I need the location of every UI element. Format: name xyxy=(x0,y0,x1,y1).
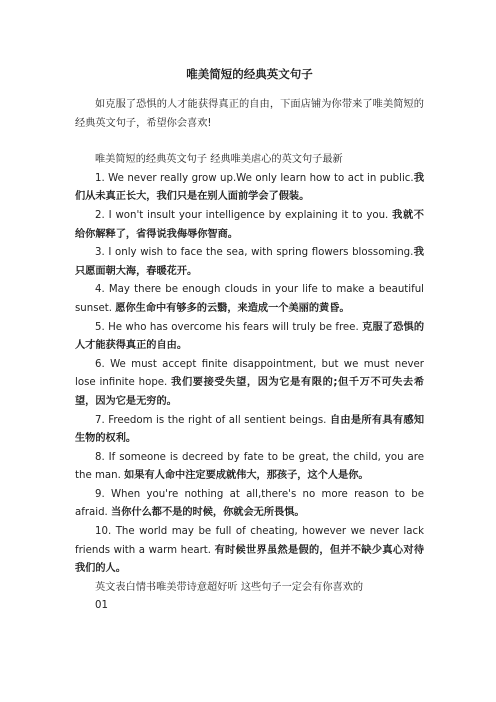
sentence-item xyxy=(75,486,424,523)
sentence-item xyxy=(75,281,424,318)
sentence-list xyxy=(75,170,424,579)
sentence-english: 5. He who has overcome his fears will truly be free. xyxy=(95,321,359,333)
sentence-item xyxy=(75,170,424,207)
sentence-item xyxy=(75,523,424,579)
sentence-english: 1. We never really grow up.We only learn how to act in public. xyxy=(95,172,414,184)
sentence-chinese: 当你什么都不是的时候，你就会无所畏惧。 xyxy=(111,507,305,519)
section-heading: 唯美简短的经典英文句子 经典唯美虐心的英文句子最新 xyxy=(95,154,343,166)
sentence-item xyxy=(75,319,424,356)
sentence-chinese: 我们从未真正长大，我们只是在别人面前学会了假装。 xyxy=(75,172,425,203)
subheading: 英文表白情书唯美带诗意超好听 这些句子一定会有你喜欢的 xyxy=(95,581,364,593)
sentence-chinese: 有时候世界虽然是假的，但并不缺少真心对待我们的人。 xyxy=(75,544,425,575)
sentence-english: 3. I only wish to face the sea, with spring flowers blossoming. xyxy=(95,247,414,259)
sentence-english: 2. I won't insult your intelligence by explaining it to you. xyxy=(95,209,389,221)
sentence-english: 8. If someone is decreed by fate to be great, the child, you are the man. xyxy=(75,451,424,482)
sentence-chinese: 愿你生命中有够多的云翳，来造成一个美丽的黄昏。 xyxy=(115,302,350,314)
sentence-english: 4. May there be enough clouds in your life to make a beautiful sunset. xyxy=(75,284,424,314)
sentence-item xyxy=(75,412,424,449)
sentence-chinese: 自由是所有具有感知生物的权利。 xyxy=(75,414,425,445)
section-number: 01 xyxy=(95,600,108,612)
intro-paragraph: 如克服了恐惧的人才能获得真正的自由，下面店铺为你带来了唯美简短的经典英文句子，希望你会喜欢! xyxy=(75,99,424,129)
sentence-item xyxy=(75,449,424,486)
sentence-english: 9. When you're nothing at all,there's no more reason to be afraid. xyxy=(75,488,424,519)
sentence-chinese: 如果有人命中注定要成就伟大，那孩子，这个人是你。 xyxy=(124,470,369,482)
document-title: 唯美简短的经典英文句子 xyxy=(186,67,313,81)
sentence-english: 10. The world may be full of cheating, however we never lack friends with a warm heart. xyxy=(75,526,424,556)
sentence-english: 7. Freedom is the right of all sentient beings. xyxy=(95,414,327,426)
sentence-item xyxy=(75,356,424,412)
sentence-item xyxy=(75,207,424,244)
sentence-chinese: 我只愿面朝大海，春暖花开。 xyxy=(75,247,424,277)
sentence-english: 6. We must accept finite disappointment, but we must never lose infinite hope. xyxy=(75,358,424,389)
sentence-item xyxy=(75,244,424,281)
sentence-chinese: 我们要接受失望，因为它是有限的;但千万不可失去希望，因为它是无穷的。 xyxy=(75,377,425,407)
sentence-chinese: 克服了恐惧的人才能获得真正的自由。 xyxy=(75,321,425,352)
sentence-chinese: 我就不给你解释了，省得说我侮辱你智商。 xyxy=(75,209,424,240)
